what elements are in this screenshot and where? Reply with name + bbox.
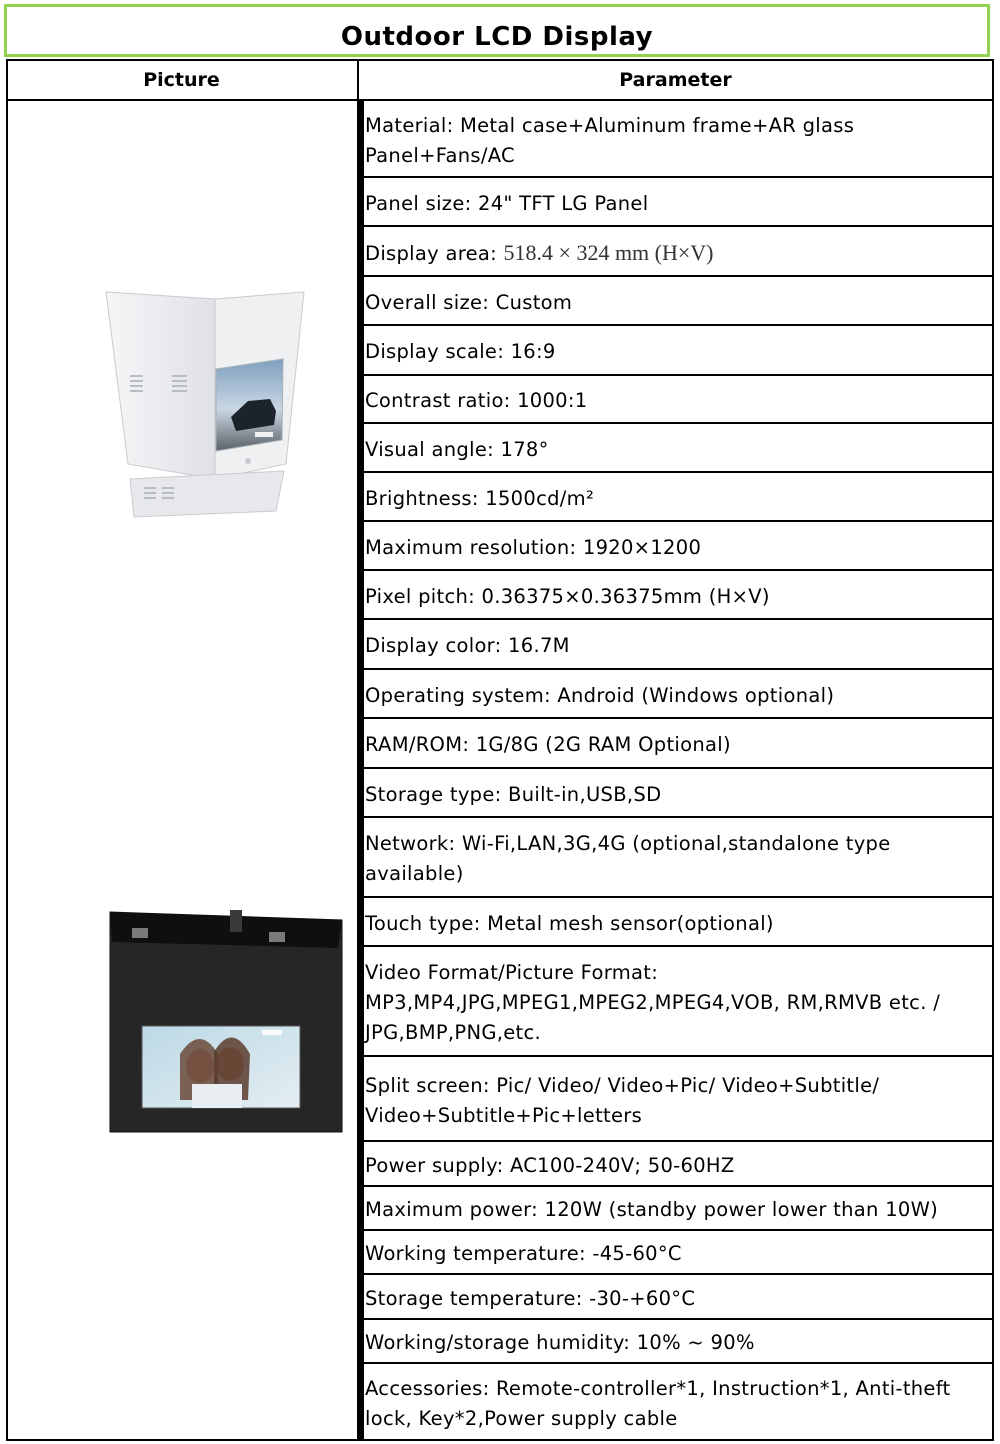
parameter-value: Pic/ Video/ Video+Pic/ Video+Subtitle/ Video+Subtitle+Pic+letters xyxy=(365,1073,880,1127)
parameter-value: Wi-Fi,LAN,3G,4G (optional,standalone type available) xyxy=(365,832,891,885)
parameter-row xyxy=(358,1365,986,1441)
parameter-label: Storage type: xyxy=(365,782,502,806)
parameter-row xyxy=(358,278,986,325)
parameter-label: Storage temperature: xyxy=(365,1286,583,1310)
parameter-value: MP3,MP4,JPG,MPEG1,MPEG2,MPEG4,VOB, RM,RMVB etc. / JPG,BMP,PNG,etc. xyxy=(365,991,941,1044)
parameter-value: AC100-240V; 50-60HZ xyxy=(509,1153,735,1177)
parameter-value: 24" TFT LG Panel xyxy=(477,191,649,215)
parameter-row xyxy=(358,1276,986,1319)
parameter-row xyxy=(358,1321,986,1363)
parameter-value: Custom xyxy=(495,290,573,314)
parameter-header: Parameter xyxy=(619,69,732,91)
parameter-label: Touch type: xyxy=(365,911,481,935)
parameter-value: 120W (standby power lower than 10W) xyxy=(544,1198,939,1221)
parameter-label: Network: xyxy=(365,832,456,855)
table-title: Outdoor LCD Display xyxy=(4,4,990,57)
parameter-value: 1920×1200 xyxy=(582,535,702,559)
parameter-value: 10% ~ 90% xyxy=(636,1331,755,1354)
parameter-value: -30-+60°C xyxy=(589,1286,696,1310)
parameter-value: Metal mesh sensor(optional) xyxy=(487,911,774,935)
parameter-row xyxy=(358,819,986,897)
parameter-value: 16:9 xyxy=(510,340,556,363)
parameter-row xyxy=(358,770,986,817)
parameter-label: Display scale: xyxy=(365,340,505,363)
parameter-row xyxy=(358,1058,986,1141)
parameter-value: 1000:1 xyxy=(517,389,588,412)
parameter-value: 1500cd/m² xyxy=(485,486,595,510)
parameter-label: Pixel pitch: xyxy=(365,584,475,608)
parameter-value: 16.7M xyxy=(508,634,570,657)
parameter-label: Display area: xyxy=(365,241,498,265)
parameter-row xyxy=(358,425,986,472)
parameter-row xyxy=(358,523,986,570)
parameter-label: Maximum resolution: xyxy=(365,535,577,559)
parameter-row xyxy=(358,720,986,768)
parameter-row xyxy=(358,1232,986,1274)
product-image-black-display xyxy=(102,904,352,1184)
parameter-row xyxy=(358,948,986,1056)
parameter-row xyxy=(358,179,986,226)
parameter-label: Display color: xyxy=(365,634,502,657)
parameter-label: Overall size: xyxy=(365,290,490,314)
parameter-value: 0.36375×0.36375mm (H×V) xyxy=(481,584,770,608)
picture-header: Picture xyxy=(143,69,220,91)
parameter-label: Working temperature: xyxy=(365,1242,586,1265)
parameter-value: Android (Windows optional) xyxy=(557,683,835,707)
parameter-value: -45-60°C xyxy=(592,1242,682,1265)
parameter-label: Working/storage humidity: xyxy=(365,1331,631,1354)
parameter-label: Maximum power: xyxy=(365,1198,538,1221)
parameter-value: 518.4 × 324 mm (H×V) xyxy=(503,239,714,265)
parameter-value: 178° xyxy=(500,437,549,461)
parameter-label: Material: xyxy=(365,114,454,137)
parameter-value: Built-in,USB,SD xyxy=(508,782,662,806)
parameter-row xyxy=(358,621,986,669)
parameter-row xyxy=(358,1143,986,1186)
parameter-label: Accessories: xyxy=(365,1377,490,1400)
parameter-row xyxy=(358,671,986,718)
parameter-label: Brightness: xyxy=(365,486,479,510)
parameter-label: Power supply: xyxy=(365,1153,504,1177)
parameter-value: Metal case+Aluminum frame+AR glass Panel+Fans/AC xyxy=(365,114,855,167)
parameter-label: Contrast ratio: xyxy=(365,389,511,412)
parameter-row xyxy=(358,103,986,177)
parameter-row xyxy=(358,228,986,276)
parameter-row xyxy=(358,474,986,521)
parameter-label: Operating system: xyxy=(365,683,551,707)
parameter-row xyxy=(358,572,986,619)
parameter-label: Visual angle: xyxy=(365,437,494,461)
parameter-row xyxy=(358,899,986,946)
parameter-label: Panel size: xyxy=(365,191,472,215)
parameter-label: Video Format/Picture Format: xyxy=(365,961,659,984)
parameter-value: 1G/8G (2G RAM Optional) xyxy=(475,733,731,756)
parameter-row xyxy=(358,377,986,423)
parameter-label: Split screen: xyxy=(365,1073,490,1097)
product-image-white-display xyxy=(100,289,310,529)
parameter-row xyxy=(358,327,986,375)
parameter-label: RAM/ROM: xyxy=(365,733,470,756)
parameter-row xyxy=(358,1188,986,1230)
parameter-value: Remote-controller*1, Instruction*1, Anti-theft lock, Key*2,Power supply cable xyxy=(365,1377,951,1430)
